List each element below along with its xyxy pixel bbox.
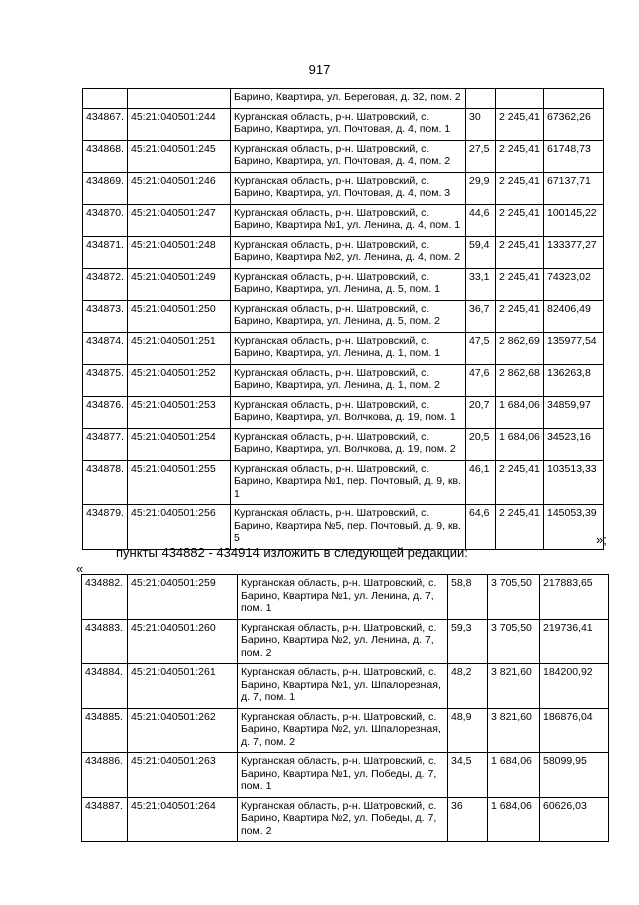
area-cell: 36,7 [466,300,496,332]
address-cell: Курганская область, р-н. Шатровский, с. Барино, Квартира №2, ул. Ленина, д. 4, пом. 2 [231,236,466,268]
closing-quote-mark: »; [596,532,607,547]
cadastral-value-cell: 58099,95 [540,753,609,798]
rate-cell: 1 684,06 [496,396,544,428]
property-table-1-body [83,89,604,550]
cadastral-value-cell: 67362,26 [544,108,604,140]
cadastral-number-cell: 45:21:040501:244 [128,108,231,140]
cadastral-value-cell: 100145,22 [544,204,604,236]
table-row [83,236,604,268]
rate-cell: 1 684,06 [488,753,540,798]
cadastral-number-cell: 45:21:040501:250 [128,300,231,332]
address-cell: Курганская область, р-н. Шатровский, с. Барино, Квартира №1, пер. Почтовый, д. 9, кв. 1 [231,460,466,505]
cadastral-number-cell: 45:21:040501:261 [128,664,238,709]
row-number-cell: 434887. [82,797,128,842]
cadastral-number-cell: 45:21:040501:259 [128,575,238,620]
address-cell: Курганская область, р-н. Шатровский, с. Барино, Квартира, ул. Ленина, д. 1, пом. 2 [231,364,466,396]
cadastral-value-cell: 184200,92 [540,664,609,709]
row-number-cell: 434872. [83,268,128,300]
address-cell: Курганская область, р-н. Шатровский, с. Барино, Квартира, ул. Волчкова, д. 19, пом. 1 [231,396,466,428]
table-row [83,460,604,505]
rate-cell: 2 862,69 [496,332,544,364]
rate-cell: 2 245,41 [496,505,544,550]
rate-cell: 1 684,06 [488,797,540,842]
table-row [83,364,604,396]
rate-cell: 3 821,60 [488,664,540,709]
rate-cell: 3 705,50 [488,619,540,664]
instruction-text: пункты 434882 - 434914 изложить в следующей редакции: [116,545,468,560]
row-number-cell: 434874. [83,332,128,364]
area-cell: 36 [448,797,488,842]
rate-cell: 2 245,41 [496,204,544,236]
rate-cell: 2 245,41 [496,460,544,505]
area-cell: 47,6 [466,364,496,396]
area-cell: 58,8 [448,575,488,620]
cadastral-number-cell: 45:21:040501:248 [128,236,231,268]
cadastral-value-cell: 60626,03 [540,797,609,842]
area-cell: 44,6 [466,204,496,236]
row-number-cell: 434870. [83,204,128,236]
rate-cell: 2 245,41 [496,236,544,268]
row-number-cell: 434883. [82,619,128,664]
rate-cell: 2 245,41 [496,108,544,140]
row-number-cell: 434886. [82,753,128,798]
area-cell: 47,5 [466,332,496,364]
cadastral-number-cell: 45:21:040501:249 [128,268,231,300]
opening-quote-mark: « [76,561,84,576]
row-number-cell: 434876. [83,396,128,428]
table-row [83,505,604,550]
cadastral-number-cell: 45:21:040501:253 [128,396,231,428]
cadastral-number-cell: 45:21:040501:255 [128,460,231,505]
area-cell: 29,9 [466,172,496,204]
cadastral-number-cell: 45:21:040501:247 [128,204,231,236]
cadastral-value-cell: 34523,16 [544,428,604,460]
address-cell: Курганская область, р-н. Шатровский, с. Барино, Квартира, ул. Ленина, д. 5, пом. 1 [231,268,466,300]
area-cell: 33,1 [466,268,496,300]
area-cell: 64,6 [466,505,496,550]
property-table-2-body [82,575,609,842]
rate-cell: 2 245,41 [496,140,544,172]
table-row [83,332,604,364]
area-cell: 48,9 [448,708,488,753]
cadastral-number-cell: 45:21:040501:264 [128,797,238,842]
cadastral-number-cell: 45:21:040501:260 [128,619,238,664]
rate-cell: 2 245,41 [496,172,544,204]
area-cell: 27,5 [466,140,496,172]
row-number-cell: 434879. [83,505,128,550]
cadastral-value-cell: 217883,65 [540,575,609,620]
table-row [83,172,604,204]
table-row [82,575,609,620]
cadastral-number-cell: 45:21:040501:245 [128,140,231,172]
rate-cell: 3 821,60 [488,708,540,753]
area-cell: 20,5 [466,428,496,460]
cadastral-value-cell: 67137,71 [544,172,604,204]
cadastral-number-cell: 45:21:040501:251 [128,332,231,364]
address-cell: Курганская область, р-н. Шатровский, с. Барино, Квартира, ул. Почтовая, д. 4, пом. 2 [231,140,466,172]
cadastral-number-cell [128,89,231,109]
row-number-cell [83,89,128,109]
rate-cell [496,89,544,109]
area-cell: 59,3 [448,619,488,664]
row-number-cell: 434885. [82,708,128,753]
table-row [83,268,604,300]
property-table-1 [82,88,604,550]
table-row [83,396,604,428]
address-cell: Курганская область, р-н. Шатровский, с. Барино, Квартира, ул. Почтовая, д. 4, пом. 1 [231,108,466,140]
row-number-cell: 434869. [83,172,128,204]
address-cell: Барино, Квартира, ул. Береговая, д. 32, пом. 2 [231,89,466,109]
table-row [83,428,604,460]
address-cell: Курганская область, р-н. Шатровский, с. Барино, Квартира, ул. Волчкова, д. 19, пом. 2 [231,428,466,460]
table-row [83,204,604,236]
row-number-cell: 434882. [82,575,128,620]
area-cell [466,89,496,109]
address-cell: Курганская область, р-н. Шатровский, с. Барино, Квартира, ул. Ленина, д. 1, пом. 1 [231,332,466,364]
area-cell: 30 [466,108,496,140]
rate-cell: 1 684,06 [496,428,544,460]
table-row [82,664,609,709]
cadastral-value-cell: 74323,02 [544,268,604,300]
address-cell: Курганская область, р-н. Шатровский, с. Барино, Квартира №1, ул. Победы, д. 7, пом. 1 [238,753,448,798]
table-row [82,797,609,842]
table-row [82,708,609,753]
cadastral-value-cell [544,89,604,109]
rate-cell: 2 245,41 [496,268,544,300]
cadastral-number-cell: 45:21:040501:254 [128,428,231,460]
table-row [83,140,604,172]
cadastral-value-cell: 136263,8 [544,364,604,396]
address-cell: Курганская область, р-н. Шатровский, с. Барино, Квартира №2, ул. Шпалорезная, д. 7, пом. 2 [238,708,448,753]
cadastral-value-cell: 135977,54 [544,332,604,364]
row-number-cell: 434868. [83,140,128,172]
address-cell: Курганская область, р-н. Шатровский, с. Барино, Квартира, ул. Ленина, д. 5, пом. 2 [231,300,466,332]
address-cell: Курганская область, р-н. Шатровский, с. Барино, Квартира №1, ул. Ленина, д. 4, пом. 1 [231,204,466,236]
row-number-cell: 434867. [83,108,128,140]
table-row [82,619,609,664]
table-row [82,753,609,798]
cadastral-number-cell: 45:21:040501:262 [128,708,238,753]
address-cell: Курганская область, р-н. Шатровский, с. Барино, Квартира №2, ул. Победы, д. 7, пом. 2 [238,797,448,842]
table-row [83,89,604,109]
page-number: 917 [308,62,331,77]
cadastral-value-cell: 61748,73 [544,140,604,172]
area-cell: 20,7 [466,396,496,428]
area-cell: 48,2 [448,664,488,709]
property-table-2 [81,574,609,842]
address-cell: Курганская область, р-н. Шатровский, с. Барино, Квартира №2, ул. Ленина, д. 7, пом. 2 [238,619,448,664]
address-cell: Курганская область, р-н. Шатровский, с. Барино, Квартира №1, ул. Ленина, д. 7, пом. 1 [238,575,448,620]
row-number-cell: 434878. [83,460,128,505]
address-cell: Курганская область, р-н. Шатровский, с. Барино, Квартира, ул. Почтовая, д. 4, пом. 3 [231,172,466,204]
cadastral-number-cell: 45:21:040501:252 [128,364,231,396]
cadastral-number-cell: 45:21:040501:263 [128,753,238,798]
address-cell: Курганская область, р-н. Шатровский, с. Барино, Квартира №1, ул. Шпалорезная, д. 7, пом. 1 [238,664,448,709]
row-number-cell: 434873. [83,300,128,332]
cadastral-value-cell: 34859,97 [544,396,604,428]
cadastral-value-cell: 219736,41 [540,619,609,664]
row-number-cell: 434875. [83,364,128,396]
address-cell: Курганская область, р-н. Шатровский, с. Барино, Квартира №5, пер. Почтовый, д. 9, кв. 5 [231,505,466,550]
cadastral-value-cell: 133377,27 [544,236,604,268]
rate-cell: 2 245,41 [496,300,544,332]
cadastral-value-cell: 82406,49 [544,300,604,332]
area-cell: 59,4 [466,236,496,268]
area-cell: 46,1 [466,460,496,505]
cadastral-value-cell: 103513,33 [544,460,604,505]
table-row [83,300,604,332]
row-number-cell: 434877. [83,428,128,460]
table-row [83,108,604,140]
rate-cell: 2 862,68 [496,364,544,396]
row-number-cell: 434871. [83,236,128,268]
rate-cell: 3 705,50 [488,575,540,620]
cadastral-value-cell: 186876,04 [540,708,609,753]
cadastral-number-cell: 45:21:040501:256 [128,505,231,550]
area-cell: 34,5 [448,753,488,798]
row-number-cell: 434884. [82,664,128,709]
cadastral-value-cell: 145053,39 [544,505,604,550]
cadastral-number-cell: 45:21:040501:246 [128,172,231,204]
